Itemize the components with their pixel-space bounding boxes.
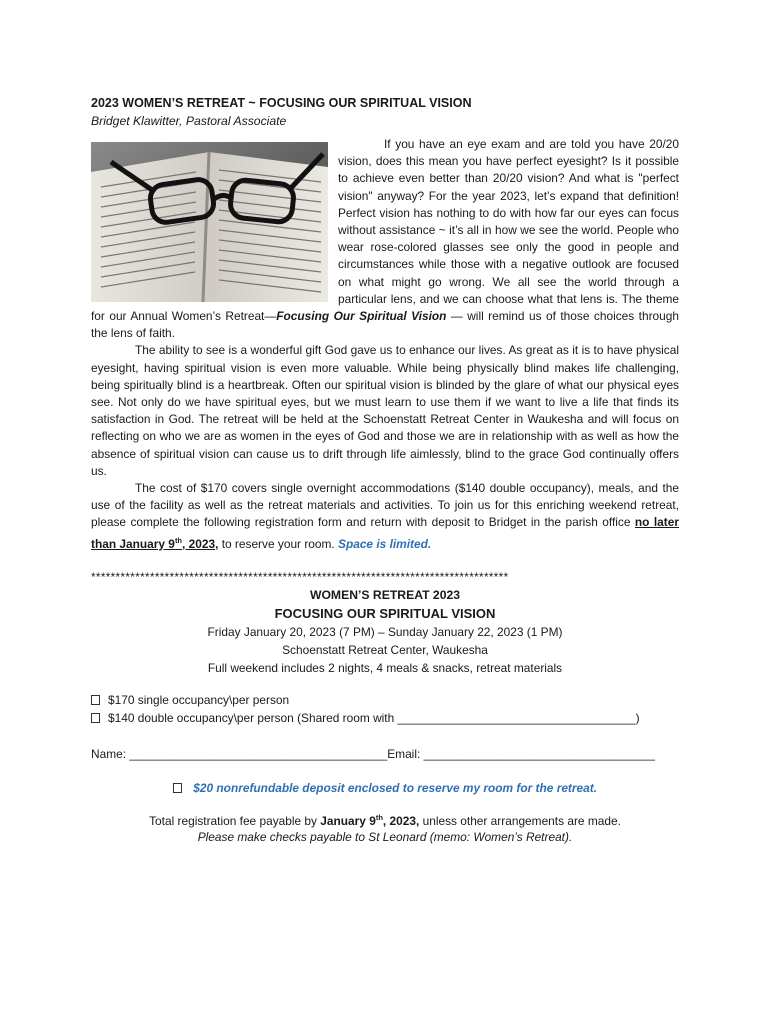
option-double-label: $140 double occupancy\per person (Shared room with ____________________________________) xyxy=(108,710,640,725)
separator-line: ************************************************************************************* xyxy=(91,570,509,584)
intro-text: If you have an eye exam and are told you have 20/20 vision, does this mean you have perfect eyesight? Is it possible to achieve even better than 20/20 vision? And what is "perfect vision" anyway? For the year 2023, let’s expand that definition! Perfect vision has nothing to do with how far our eyes can focus without assistance ~ it’s all in how we see the world. People who wear rose-colored glasses see only the good in people and circumstances while those with a negative outlook are focused on what might go wrong. We all see the world through a particular lens, and we can choose what that lens is. The theme for our Annual Women’s Retreat— xyxy=(91,137,679,324)
form-subheading: FOCUSING OUR SPIRITUAL VISION xyxy=(274,605,496,621)
retreat-location: Schoenstatt Retreat Center, Waukesha xyxy=(282,642,488,657)
registration-form xyxy=(91,588,679,677)
author-line: Bridget Klawitter, Pastoral Associate xyxy=(91,114,287,128)
cost-text: The cost of $170 covers single overnight accommodations ($140 double occupancy), meals, and the use of the facility as well as the retreat materials and activities. To join us for this enriching weekend retreat, please complete the following registration form and return with deposit to Bridget in the parish office xyxy=(91,481,679,530)
document-page xyxy=(91,96,679,844)
deadline-text: no later than January 9th, 2023, xyxy=(91,515,679,551)
checkbox-icon[interactable] xyxy=(173,783,182,793)
option-double[interactable] xyxy=(91,709,679,727)
vision-paragraph: The ability to see is a wonderful gift God gave us to enhance our lives. As great as it is to have physical eyesight, having spiritual vision is even more valuable. While being physically blind makes life challenging, being spiritually blind is a heartbreak. Often our spiritual vision is blinded by the glare of what our physical eyes see. Not only do we have spiritual eyes, but we must learn to use them if we want to live a life that finds its satisfaction in God. The retreat will be held at the Schoenstatt Retreat Center in Waukesha and will focus on reflecting on who we are as women in the eyes of God and those we are in relationship with as well as how the absence of spiritual vision can cause us to drift through life aimlessly, blind to the grace God continually offers us. xyxy=(91,343,679,478)
fee-line: Total registration fee payable by January 9th, 2023, unless other arrangements are made. xyxy=(149,812,621,828)
checks-note: Please make checks payable to St Leonard (memo: Women’s Retreat). xyxy=(197,829,573,844)
retreat-theme: Focusing Our Spiritual Vision xyxy=(276,309,447,324)
occupancy-options xyxy=(91,691,679,727)
deposit-row[interactable] xyxy=(91,781,679,795)
retreat-includes: Full weekend includes 2 nights, 4 meals & snacks, retreat materials xyxy=(207,660,563,675)
cost-text-mid: to reserve your room. xyxy=(218,536,339,551)
deposit-label: $20 nonrefundable deposit enclosed to reserve my room for the retreat. xyxy=(193,780,598,795)
glasses-on-open-book-image xyxy=(91,142,328,302)
name-email-field[interactable]: Name: _______________________________________Email: ___________________________________ xyxy=(91,746,656,761)
option-single-label: $170 single occupancy\per person xyxy=(108,692,290,707)
form-heading: WOMEN’S RETREAT 2023 xyxy=(309,587,461,602)
retreat-dates: Friday January 20, 2023 (7 PM) – Sunday January 22, 2023 (1 PM) xyxy=(207,624,563,639)
document-title: 2023 WOMEN’S RETREAT ~ FOCUSING OUR SPIRITUAL VISION xyxy=(91,96,472,110)
option-single[interactable] xyxy=(91,691,679,709)
intro-text-end: — will remind us of those choices through the lens of faith. xyxy=(91,309,680,341)
fee-date: January 9th, 2023, xyxy=(320,812,420,828)
checkbox-icon[interactable] xyxy=(91,695,100,705)
cost-paragraph xyxy=(91,480,679,553)
checkbox-icon[interactable] xyxy=(91,713,100,723)
space-limited-text: Space is limited. xyxy=(338,536,432,551)
